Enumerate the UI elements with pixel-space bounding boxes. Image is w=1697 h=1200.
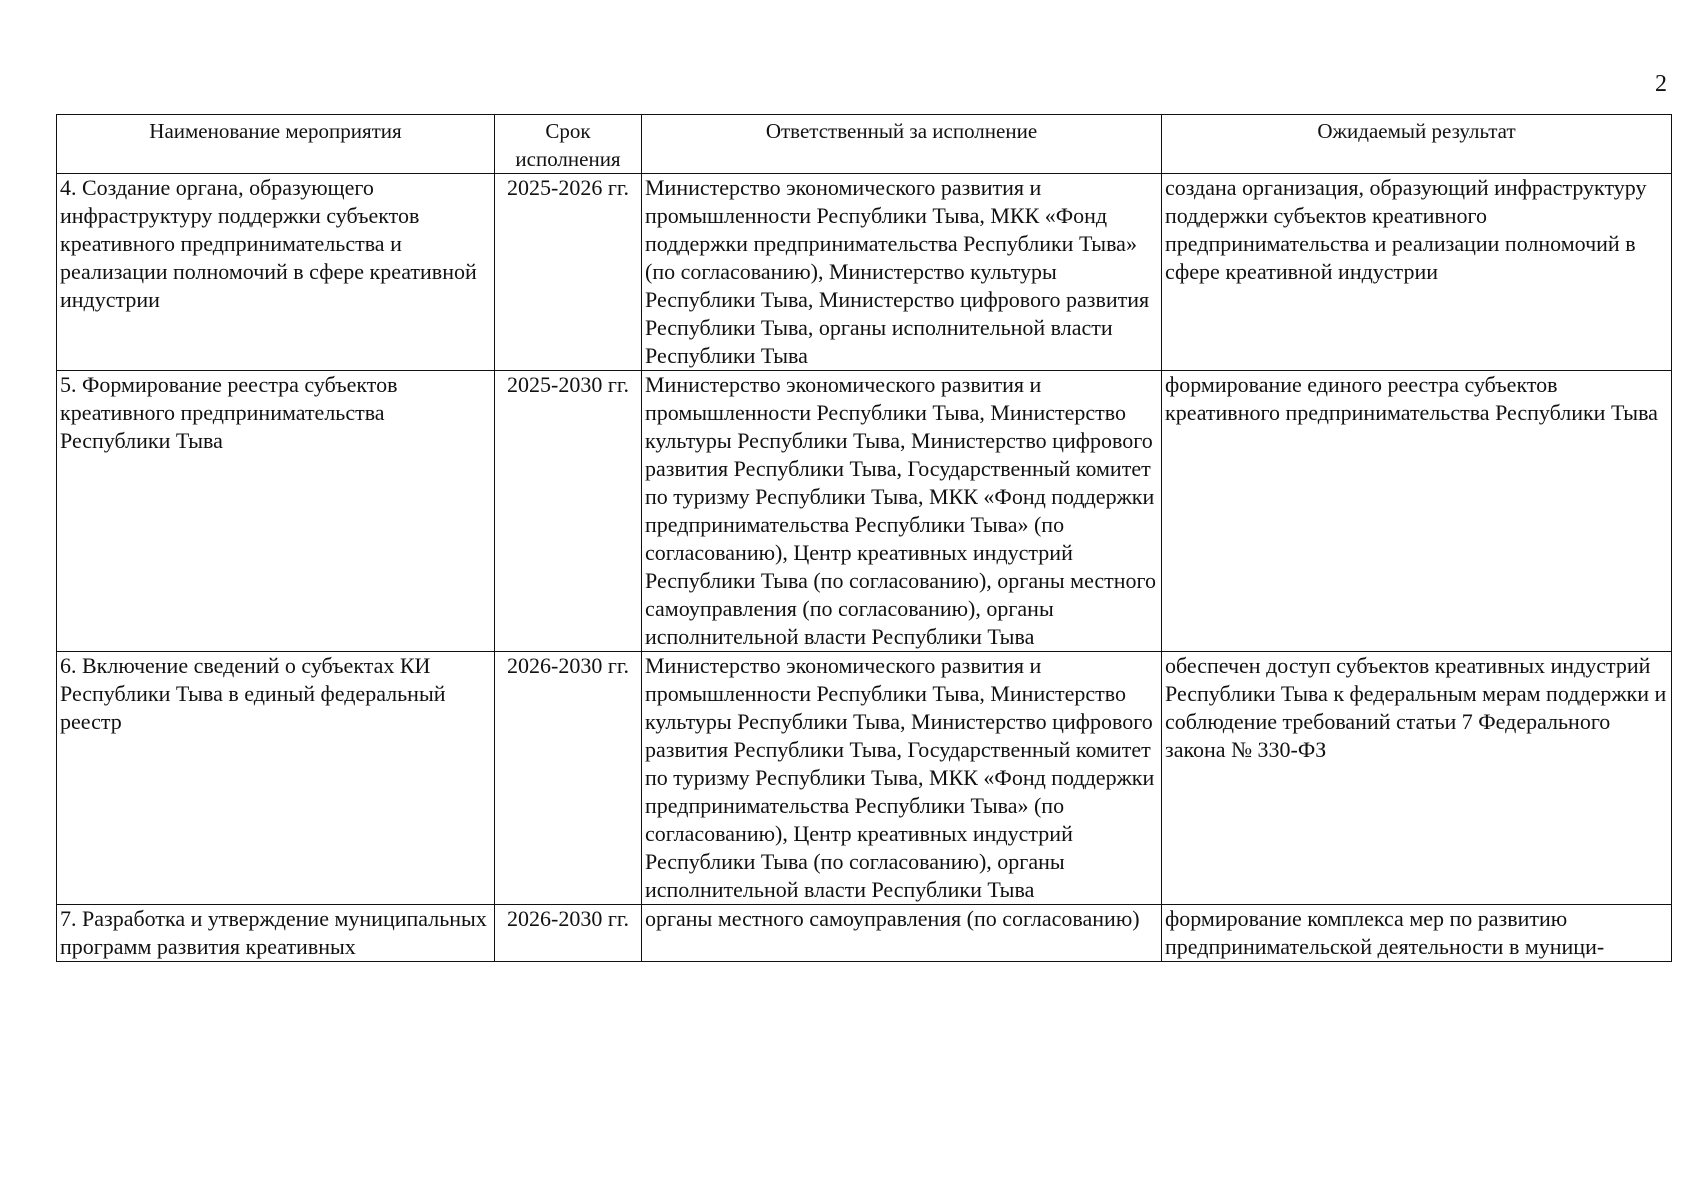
cell-result: обеспечен доступ субъектов креативных индустрий Республики Тыва к федеральным мерам поддержки и соблюдение требований статьи 7 Федерального закона № 330-ФЗ (1162, 652, 1672, 905)
page-number: 2 (1655, 71, 1667, 97)
header-deadline: Срок исполнения (495, 115, 642, 174)
cell-responsible: Министерство экономического развития и промышленности Республики Тыва, Министерство культуры Республики Тыва, Министерство цифрового развития Республики Тыва, Государственный комитет по туризму Республики Тыва, МКК «Фонд поддержки предпринимательства Республики Тыва» (по согласованию), Центр креативных индустрий Республики Тыва (по согласованию), органы исполнительной власти Республики Тыва (642, 652, 1162, 905)
cell-responsible: Министерство экономического развития и промышленности Республики Тыва, МКК «Фонд поддержки предпринимательства Республики Тыва» (по согласованию), Министерство культуры Республики Тыва, Министерство цифрового развития Республики Тыва, органы исполнительной власти Республики Тыва (642, 174, 1162, 371)
cell-responsible (642, 905, 1162, 962)
cell-deadline: 2026-2030 гг. (495, 652, 642, 905)
cell-result-text: формирование комплекса мер по развитию предпринимательской деятельности в муници- (1165, 906, 1605, 959)
header-name: Наименование мероприятия (57, 115, 495, 174)
table-row (57, 174, 1672, 371)
cell-event-name (57, 905, 495, 962)
table-header-row (57, 115, 1672, 174)
events-table (56, 114, 1672, 962)
cell-result: формирование единого реестра субъектов креативного предпринимательства Республики Тыва (1162, 371, 1672, 652)
cell-responsible-text: органы местного самоуправления (по согласованию) (645, 906, 1140, 931)
cell-event-name: 6. Включение сведений о субъектах КИ Республики Тыва в единый федеральный реестр (57, 652, 495, 905)
table-row (57, 905, 1672, 962)
header-responsible: Ответственный за исполнение (642, 115, 1162, 174)
cell-deadline-text: 2026-2030 гг. (507, 906, 629, 931)
cell-deadline: 2025-2026 гг. (495, 174, 642, 371)
cell-result: создана организация, образующий инфраструктуру поддержки субъектов креативного предпринимательства и реализации полномочий в сфере креативной индустрии (1162, 174, 1672, 371)
cell-deadline (495, 905, 642, 962)
cell-result (1162, 905, 1672, 962)
table-row (57, 371, 1672, 652)
header-result: Ожидаемый результат (1162, 115, 1672, 174)
cell-event-name: 4. Создание органа, образующего инфраструктуру поддержки субъектов креативного предпринимательства и реализации полномочий в сфере креативной индустрии (57, 174, 495, 371)
cell-event-name: 5. Формирование реестра субъектов креативного предпринимательства Республики Тыва (57, 371, 495, 652)
table-row (57, 652, 1672, 905)
cell-responsible: Министерство экономического развития и промышленности Республики Тыва, Министерство культуры Республики Тыва, Министерство цифрового развития Республики Тыва, Государственный комитет по туризму Республики Тыва, МКК «Фонд поддержки предпринимательства Республики Тыва» (по согласованию), Центр креативных индустрий Республики Тыва (по согласованию), органы местного самоуправления (по согласованию), органы исполнительной власти Республики Тыва (642, 371, 1162, 652)
cell-deadline: 2025-2030 гг. (495, 371, 642, 652)
cell-event-name-text: 7. Разработка и утверждение муниципальных программ развития креативных (60, 906, 487, 959)
